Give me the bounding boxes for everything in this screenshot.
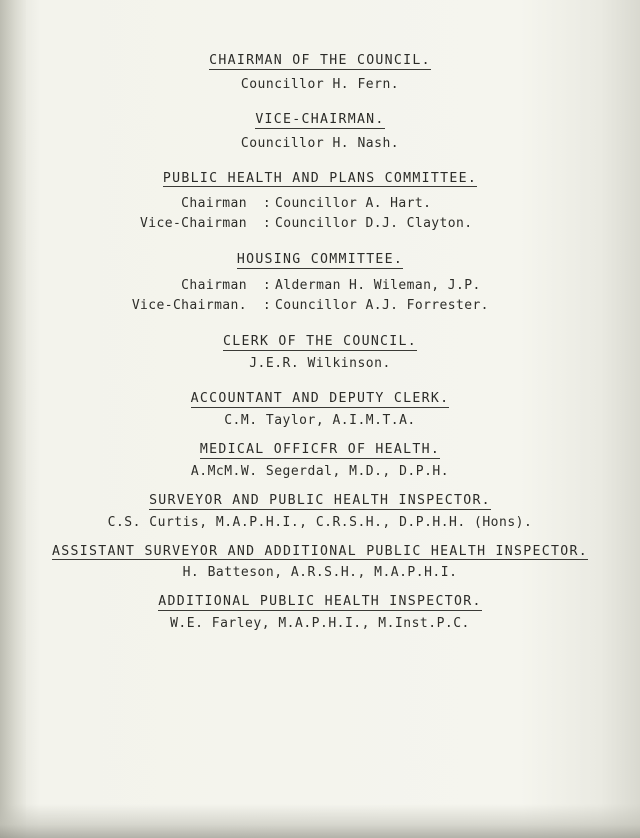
section-heading xyxy=(0,494,640,510)
section-heading-text: ADDITIONAL PUBLIC HEALTH INSPECTOR. xyxy=(158,594,482,610)
role-list xyxy=(0,276,640,315)
section-heading xyxy=(0,335,640,351)
role-separator: : xyxy=(262,278,272,294)
section-heading xyxy=(0,113,640,129)
section-heading xyxy=(0,545,640,561)
role-row xyxy=(0,276,640,296)
role-row xyxy=(0,296,640,316)
section-chairman-of-the-council xyxy=(0,54,640,93)
role-separator: : xyxy=(262,215,272,231)
section-accountant-and-deputy-clerk xyxy=(0,392,640,429)
section-heading xyxy=(0,54,640,70)
role-value: Councillor D.J. Clayton. xyxy=(275,215,473,231)
role-label: Chairman xyxy=(181,196,247,212)
section-name: C.M. Taylor, A.I.M.T.A. xyxy=(224,412,416,428)
section-vice-chairman xyxy=(0,113,640,152)
role-row xyxy=(0,214,640,234)
section-name: Councillor H. Fern. xyxy=(240,76,400,92)
section-surveyor-and-public-health-inspector xyxy=(0,494,640,531)
section-assistant-surveyor-and-additional-public-health-inspector xyxy=(0,545,640,582)
section-name: Councillor H. Nash. xyxy=(240,135,400,151)
section-additional-public-health-inspector xyxy=(0,595,640,632)
role-separator: : xyxy=(262,196,272,212)
role-label: Vice-Chairman xyxy=(140,215,247,231)
section-name: W.E. Farley, M.A.P.H.I., M.Inst.P.C. xyxy=(170,616,470,632)
section-heading-text: CHAIRMAN OF THE COUNCIL. xyxy=(209,53,431,68)
role-label: Vice-Chairman. xyxy=(131,297,247,313)
section-housing-committee xyxy=(0,253,640,315)
role-row xyxy=(0,194,640,214)
section-heading-text: VICE-CHAIRMAN. xyxy=(255,111,385,127)
section-heading-text: HOUSING COMMITTEE. xyxy=(236,252,404,268)
section-heading-text: PUBLIC HEALTH AND PLANS COMMITTEE. xyxy=(162,170,478,186)
role-label: Chairman xyxy=(181,278,247,294)
page-bottom-edge-shadow xyxy=(0,804,640,838)
section-name: J.E.R. Wilkinson. xyxy=(249,356,391,372)
section-name: A.McM.W. Segerdal, M.D., D.P.H. xyxy=(190,463,450,479)
section-heading xyxy=(0,392,640,408)
role-value: Councillor A. Hart. xyxy=(275,196,432,212)
section-heading-text: CLERK OF THE COUNCIL. xyxy=(222,334,418,350)
section-heading-text: SURVEYOR AND PUBLIC HEALTH INSPECTOR. xyxy=(149,492,491,508)
section-heading-text: MEDICAL OFFICFR OF HEALTH. xyxy=(199,441,441,457)
role-value: Alderman H. Wileman, J.P. xyxy=(275,278,481,294)
section-heading xyxy=(0,253,640,269)
role-list xyxy=(0,194,640,233)
section-heading-text: ACCOUNTANT AND DEPUTY CLERK. xyxy=(190,391,450,407)
role-value: Councillor A.J. Forrester. xyxy=(275,297,489,313)
section-heading xyxy=(0,172,640,188)
section-medical-officer-of-health xyxy=(0,443,640,480)
section-name: C.S. Curtis, M.A.P.H.I., C.R.S.H., D.P.H.H. (Hons). xyxy=(107,514,533,530)
section-public-health-and-plans-committee xyxy=(0,172,640,234)
section-heading-text: ASSISTANT SURVEYOR AND ADDITIONAL PUBLIC HEALTH INSPECTOR. xyxy=(52,543,588,559)
section-clerk-of-the-council xyxy=(0,335,640,372)
role-separator: : xyxy=(262,297,272,313)
section-heading xyxy=(0,595,640,611)
document-content xyxy=(0,54,640,638)
section-name: H. Batteson, A.R.S.H., M.A.P.H.I. xyxy=(182,565,458,581)
section-heading xyxy=(0,443,640,459)
